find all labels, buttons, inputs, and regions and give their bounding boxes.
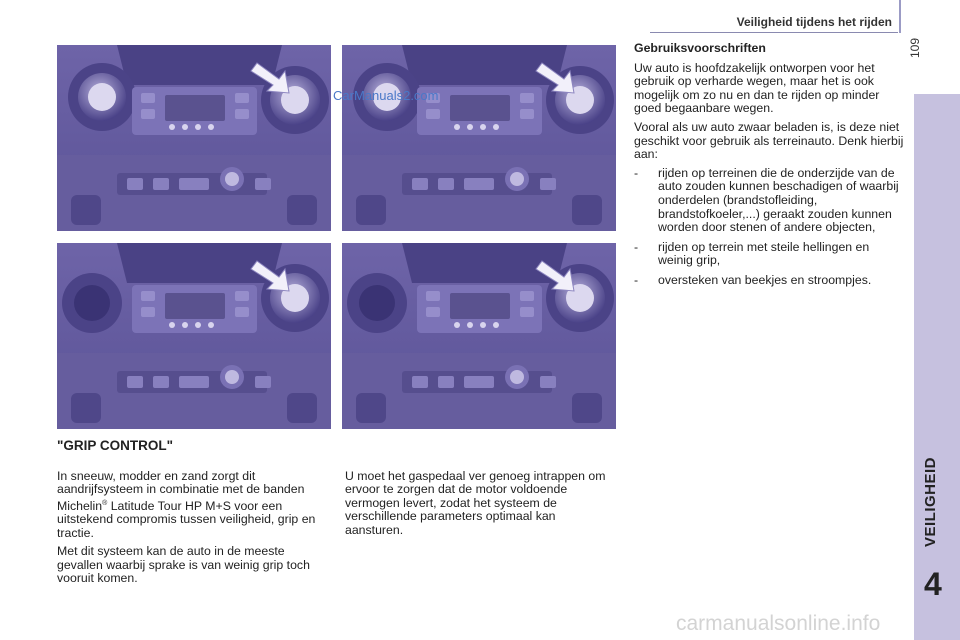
dashboard-photo-4: [342, 243, 616, 429]
dashboard-photo-3: [57, 243, 331, 429]
list-item: - oversteken van beekjes en stroompjes.: [634, 272, 872, 287]
list-item: - rijden op terreinen die de onderzijde van de auto zouden kunnen beschadigen of waarbij onderdelen (brandstofleiding, brandstofkoeler,...) geraakt zouden kunnen worden door stenen of andere objecten,: [634, 165, 899, 235]
section-title: "GRIP CONTROL": [57, 438, 174, 453]
page-header-title: Veiligheid tijdens het rijden: [736, 15, 892, 29]
header-accent-bar: [899, 0, 901, 33]
grip-column-1: [57, 470, 327, 590]
photo-watermark: CarManuals2.com: [333, 88, 439, 103]
usage-list: [634, 167, 906, 288]
usage-paragraph-2: Vooral als uw auto zwaar beladen is, is deze niet geschikt voor gebruik als terreinauto. Denk hierbij aan:: [634, 119, 904, 162]
usage-paragraph-1: Uw auto is hoofdzakelijk ontworpen voor het gebruik op verharde wegen, maar het is ook mogelijk om zo nu en dan te rijden op minder goed begaanbare wegen.: [634, 60, 880, 116]
header-rule: [650, 32, 898, 33]
dashboard-photo-2: [342, 45, 616, 231]
usage-instructions: [634, 42, 906, 294]
footer-watermark: carmanualsonline.info: [676, 612, 881, 635]
dashboard-photo-1: [57, 45, 331, 231]
list-item: - rijden op terrein met steile hellingen en weinig grip,: [634, 239, 870, 268]
grip-paragraph-2: Met dit systeem kan de auto in de meeste gevallen waarbij sprake is van weinig grip toch vooruit komen.: [57, 544, 310, 585]
chapter-label: VEILIGHEID: [922, 456, 939, 547]
grip-column-2: [345, 470, 615, 542]
chapter-number: 4: [924, 566, 942, 602]
grip-paragraph-3: U moet het gaspedaal ver genoeg intrappen om ervoor te zorgen dat de motor voldoende vermogen levert, zodat het systeem de verschillende parameters optimaal kan aansturen.: [345, 469, 606, 537]
chapter-side-tab: [914, 94, 960, 640]
usage-heading: Gebruiksvoorschriften: [634, 41, 766, 55]
grip-paragraph-1: In sneeuw, modder en zand zorgt dit aandrijfsysteem in combinatie met de banden Michelin® Latitude Tour HP M+S voor een uitstekend compromis tussen veiligheid, grip en tractie.: [57, 469, 316, 540]
page-number: 109: [908, 37, 922, 58]
